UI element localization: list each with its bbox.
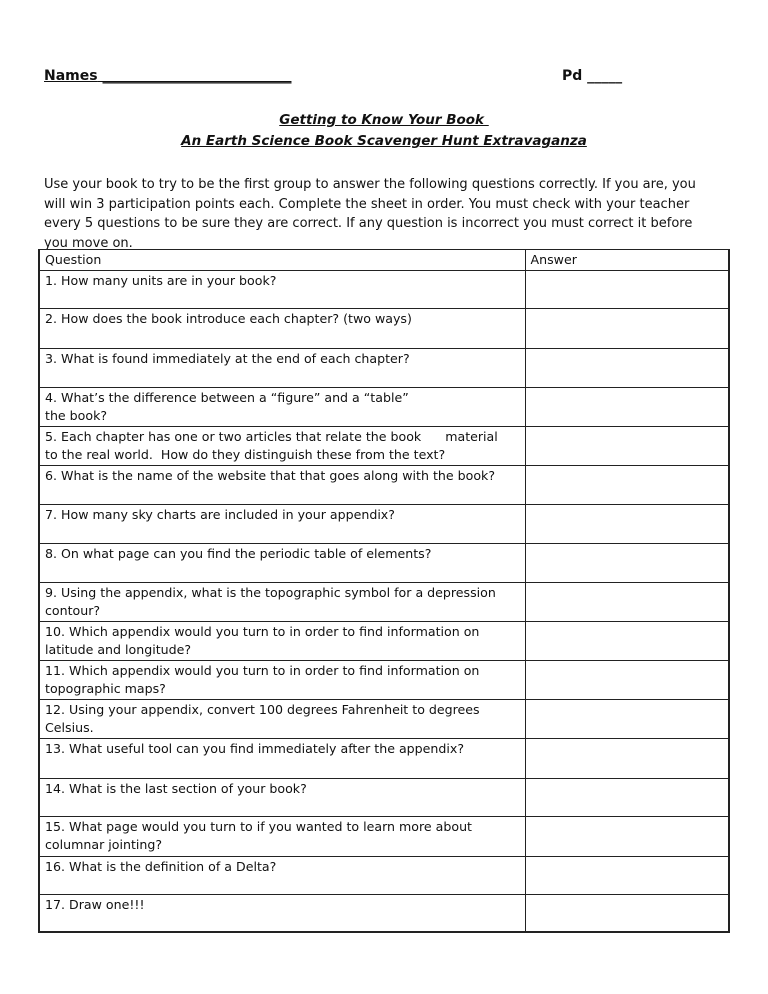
answer-cell[interactable] — [525, 270, 729, 308]
instructions-line: will win 3 participation points each. Complete the sheet in order. You must check with your teacher — [44, 196, 690, 212]
question-cell: 1. How many units are in your book? — [39, 270, 525, 308]
answer-cell[interactable] — [525, 465, 729, 504]
answer-cell[interactable] — [525, 308, 729, 348]
question-cell: 8. On what page can you find the periodic table of elements? — [39, 543, 525, 582]
period-field[interactable] — [562, 68, 622, 84]
table-row — [39, 426, 729, 465]
table-row — [39, 270, 729, 308]
table-row — [39, 660, 729, 699]
question-cell: 15. What page would you turn to if you wanted to learn more about columnar jointing? — [39, 816, 525, 856]
question-cell: 6. What is the name of the website that that goes along with the book? — [39, 465, 525, 504]
document-subtitle: An Earth Science Book Scavenger Hunt Extravaganza — [181, 133, 587, 149]
names-field[interactable] — [44, 68, 291, 84]
answer-cell[interactable] — [525, 816, 729, 856]
table-row — [39, 582, 729, 621]
period-blank[interactable]: _____ — [582, 68, 623, 84]
table-row — [39, 465, 729, 504]
question-cell: 13. What useful tool can you find immediately after the appendix? — [39, 738, 525, 778]
question-column-header: Question — [39, 250, 525, 271]
answer-cell[interactable] — [525, 699, 729, 738]
question-cell: 3. What is found immediately at the end of each chapter? — [39, 348, 525, 387]
table-row — [39, 778, 729, 816]
table-header-row — [39, 250, 729, 271]
table-row — [39, 348, 729, 387]
table-row — [39, 504, 729, 543]
names-blank[interactable]: ___________________________ — [97, 68, 292, 84]
question-cell: 12. Using your appendix, convert 100 degrees Fahrenheit to degrees Celsius. — [39, 699, 525, 738]
question-cell: 2. How does the book introduce each chapter? (two ways) — [39, 308, 525, 348]
table-row — [39, 621, 729, 660]
header-line — [44, 68, 646, 88]
answer-cell[interactable] — [525, 348, 729, 387]
document-title: Getting to Know Your Book — [279, 112, 489, 128]
answer-cell[interactable] — [525, 856, 729, 894]
answer-cell[interactable] — [525, 778, 729, 816]
question-cell: 9. Using the appendix, what is the topographic symbol for a depression contour? — [39, 582, 525, 621]
instructions — [44, 175, 716, 253]
table-row — [39, 543, 729, 582]
answer-cell[interactable] — [525, 582, 729, 621]
answer-cell[interactable] — [525, 894, 729, 932]
period-label: Pd — [562, 68, 583, 84]
question-table — [38, 249, 730, 933]
table-row — [39, 856, 729, 894]
instructions-line: every 5 questions to be sure they are correct. If any question is incorrect you must correct it before — [44, 216, 693, 231]
table-row — [39, 308, 729, 348]
instructions-line: Use your book to try to be the first group to answer the following questions correctly. If you are, you — [44, 177, 696, 192]
question-cell: 14. What is the last section of your book? — [39, 778, 525, 816]
answer-column-header: Answer — [525, 250, 729, 271]
question-cell: 7. How many sky charts are included in your appendix? — [39, 504, 525, 543]
question-cell: 11. Which appendix would you turn to in order to find information on topographic maps? — [39, 660, 525, 699]
question-cell: 16. What is the definition of a Delta? — [39, 856, 525, 894]
question-cell: 4. What’s the difference between a “figure” and a “table” the book? — [39, 387, 525, 426]
answer-cell[interactable] — [525, 660, 729, 699]
answer-cell[interactable] — [525, 426, 729, 465]
table-row — [39, 816, 729, 856]
instructions-line: you move on. — [44, 235, 133, 251]
table-row — [39, 894, 729, 932]
question-cell: 17. Draw one!!! — [39, 894, 525, 932]
question-cell: 5. Each chapter has one or two articles that relate the book material to the real world. How do they distinguish these from the text? — [39, 426, 525, 465]
answer-cell[interactable] — [525, 621, 729, 660]
answer-cell[interactable] — [525, 387, 729, 426]
names-label: Names — [44, 68, 98, 84]
answer-cell[interactable] — [525, 543, 729, 582]
answer-cell[interactable] — [525, 504, 729, 543]
table-row — [39, 699, 729, 738]
question-cell: 10. Which appendix would you turn to in order to find information on latitude and longitude? — [39, 621, 525, 660]
table-row — [39, 387, 729, 426]
table-row — [39, 738, 729, 778]
answer-cell[interactable] — [525, 738, 729, 778]
